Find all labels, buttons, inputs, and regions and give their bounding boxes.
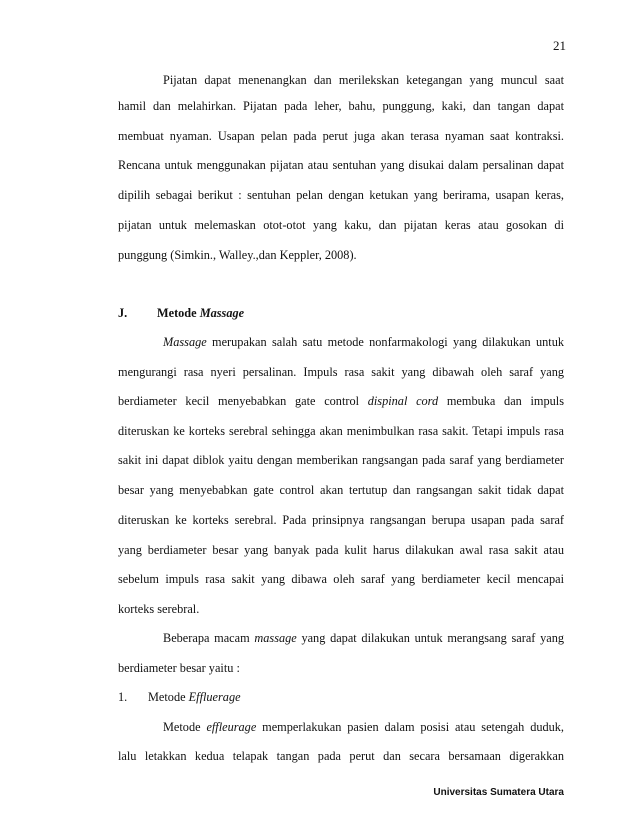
section-title-italic: Massage	[199, 306, 245, 320]
body-line: hamil dan melahirkan. Pijatan pada leher, bahu, punggung, kaki, dan tangan dapat	[118, 99, 564, 113]
body-line: sebelum impuls rasa sakit yang dibawa oleh saraf yang berdiameter kecil mencapai	[118, 572, 564, 586]
italic-term: effleurage	[206, 720, 257, 734]
italic-term: Massage	[163, 335, 207, 349]
page-number: 21	[553, 38, 566, 53]
body-line: diteruskan ke korteks serebral. Pada prinsipnya rangsangan berupa usapan pada saraf	[118, 513, 564, 527]
list-number: 1.	[118, 690, 128, 704]
body-line: dipilih sebagai berikut : sentuhan pelan dengan ketukan yang berirama, usapan keras,	[118, 188, 564, 202]
body-line: mengurangi rasa nyeri persalinan. Impuls rasa sakit yang dibawah oleh saraf yang	[118, 365, 564, 379]
body-line	[163, 631, 564, 646]
body-line	[163, 720, 564, 735]
footer-university: Universitas Sumatera Utara	[433, 787, 564, 798]
text-span: yang dapat dilakukan untuk merangsang saraf yang	[296, 631, 565, 645]
body-line: yang berdiameter besar yang banyak pada kulit harus dilakukan awal rasa sakit atau	[118, 543, 564, 557]
body-line: pijatan untuk melemaskan otot-otot yang kaku, dan pijatan keras atau gosokan di	[118, 218, 564, 232]
body-line	[163, 335, 564, 350]
body-line: Rencana untuk menggunakan pijatan atau sentuhan yang disukai dalam persalinan dapat	[118, 158, 564, 172]
body-line: diteruskan ke korteks serebral sehingga akan menimbulkan rasa sakit. Tetapi impuls rasa	[118, 424, 564, 438]
body-line: berdiameter besar yaitu :	[118, 661, 240, 675]
section-heading	[118, 306, 244, 321]
text-span: membuka dan impuls	[438, 394, 564, 408]
text-span: Beberapa macam	[163, 631, 255, 645]
body-line: membuat nyaman. Usapan pelan pada perut juga akan terasa nyaman saat kontraksi.	[118, 129, 564, 143]
section-title: Metode	[157, 306, 200, 320]
body-line: besar yang menyebabkan gate control akan tertutup dan rangsangan sakit tidak dapat	[118, 483, 564, 497]
italic-term: dispinal cord	[367, 394, 439, 408]
text-span: merupakan salah satu metode nonfarmakologi yang dilakukan untuk	[206, 335, 564, 349]
list-text-italic: Effluerage	[188, 690, 241, 704]
text-span: memperlakukan pasien dalam posisi atau setengah duduk,	[256, 720, 565, 734]
body-line: sakit ini dapat diblok yaitu dengan memberikan rangsangan pada saraf yang berdiameter	[118, 453, 564, 467]
section-letter: J.	[118, 306, 128, 320]
list-item	[118, 690, 241, 705]
body-line	[118, 394, 564, 409]
list-text: Metode	[148, 690, 189, 704]
text-span: Metode	[163, 720, 207, 734]
body-line: korteks serebral.	[118, 602, 200, 616]
text-span: berdiameter kecil menyebabkan gate control	[118, 394, 368, 408]
italic-term: massage	[254, 631, 297, 645]
body-line: punggung (Simkin., Walley.,dan Keppler, 2008).	[118, 248, 357, 262]
body-line: Pijatan dapat menenangkan dan merilekskan ketegangan yang muncul saat	[163, 73, 564, 87]
body-line: lalu letakkan kedua telapak tangan pada perut dan secara bersamaan digerakkan	[118, 749, 564, 763]
